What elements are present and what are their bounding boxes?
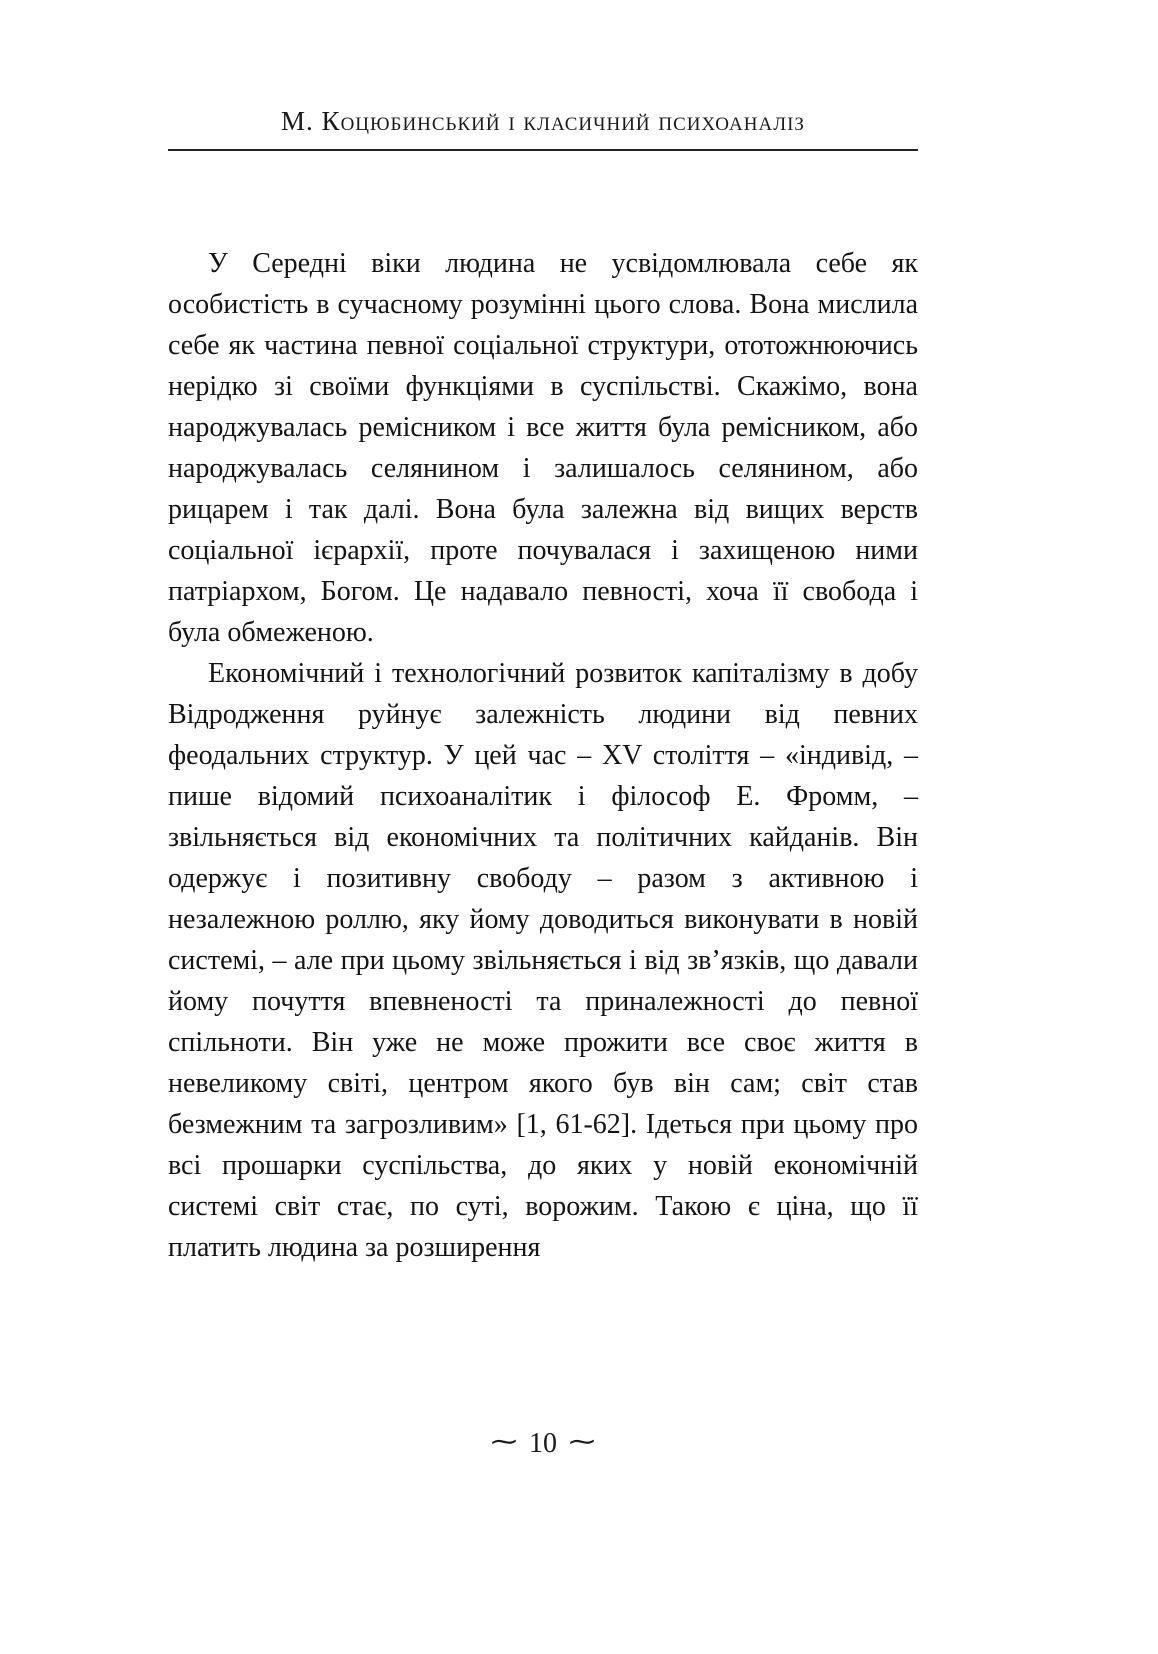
page-number: 10 — [529, 1428, 557, 1459]
chapter-title: М. Коцюбинський і класичний психоаналіз — [281, 106, 805, 136]
paragraph-1: У Середні віки людина не усвідомлювала себе як особистість в сучасному розумінні цього слова. Вона мислила себе як частина певної соціальної структури, ототожнюючись нерідко зі своїми функціями в суспільстві. Скажімо, вона народжувалась ремісником і все життя була ремісником, або народжувалась селянином і залишалось селянином, або рицарем і так далі. Вона була залежна від вищих верств соціальної ієрархії, проте почувалася і захищеною ними патріархом, Богом. Це надавало певності, хоча її свобода і була обмеженою. — [168, 248, 918, 648]
page-footer — [168, 1428, 918, 1460]
header-rule — [168, 149, 918, 151]
page-body — [168, 243, 918, 1268]
paragraph-2: Економічний і технологічний розвиток капіталізму в добу Відродження руйнує залежність людини від певних феодальних структур. У цей час – XV століття – «індивід, – пише відомий психоаналітик і філософ Е. Фромм, – звільняється від економічних та політичних кайданів. Він одержує і позитивну свободу – разом з активною і незалежною роллю, яку йому доводиться виконувати в новій системі, – але при цьому звільняється і від зв’язків, що давали йому почуття впевненості та приналежності до певної спільноти. Він уже не може прожити все своє життя в невеликому світі, центром якого був він сам; світ став безмежним та загрозливим» [1, 61-62]. Ідеться при цьому про всі прошарки суспільства, до яких у новій економічній системі світ стає, по суті, ворожим. Такою є ціна, що її платить людина за розширення — [168, 658, 918, 1263]
footer-ornament-left: ⁓ — [491, 1427, 517, 1456]
footer-ornament-right: ⁓ — [569, 1427, 595, 1456]
running-header — [168, 106, 918, 151]
